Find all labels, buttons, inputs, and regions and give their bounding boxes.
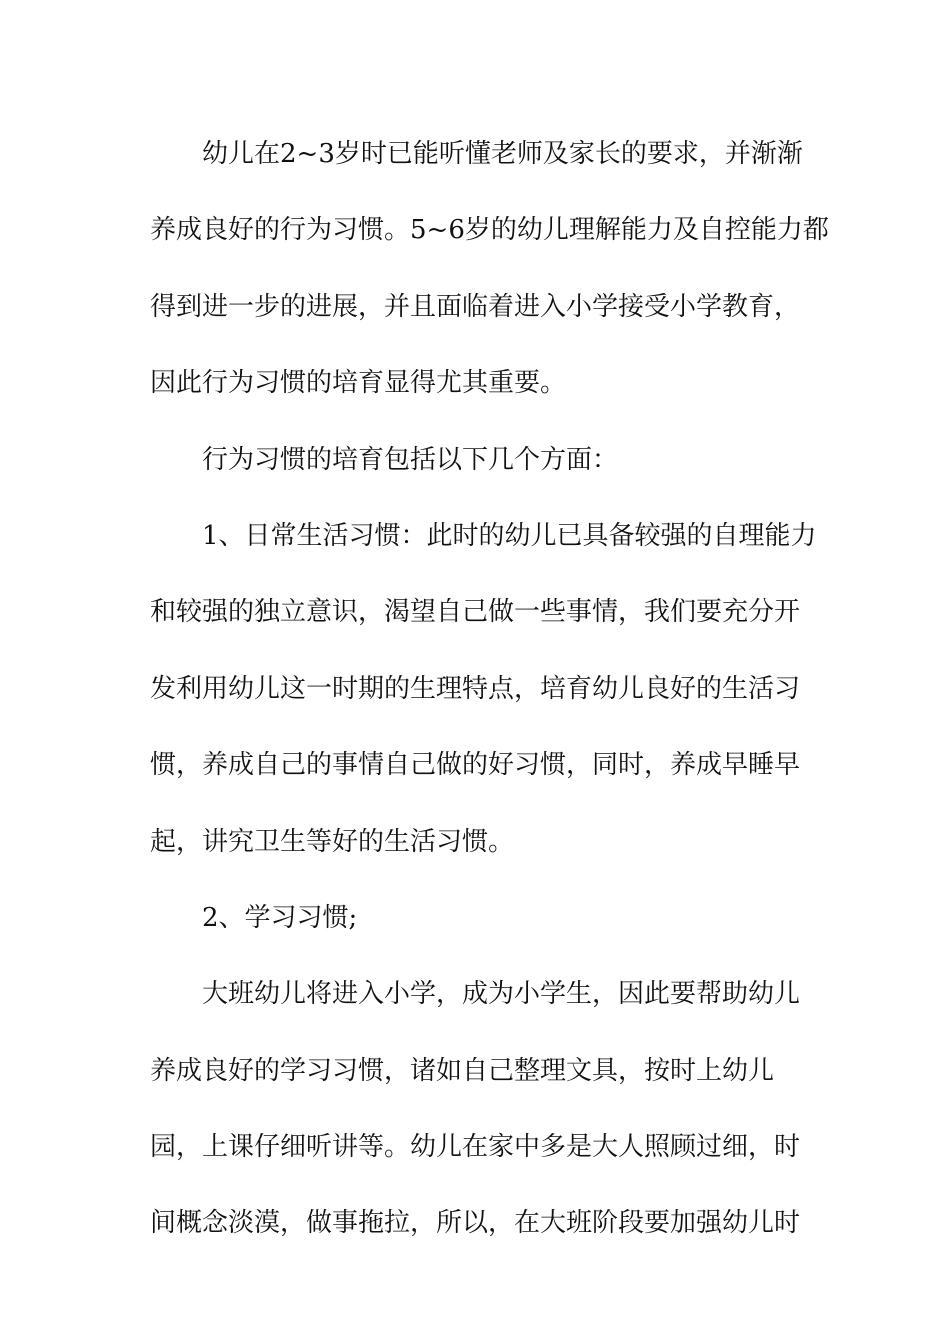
text-line: 园，上课仔细听讲等。幼儿在家中多是大人照顾过细，时 xyxy=(150,1132,801,1163)
text-line: 发利用幼儿这一时期的生理特点，培育幼儿良好的生活习 xyxy=(150,673,801,704)
text-line: 间概念淡漠，做事拖拉，所以，在大班阶段要加强幼儿时 xyxy=(150,1208,801,1239)
text-line: 起，讲究卫生等好的生活习惯。 xyxy=(150,826,515,857)
text-line: 2、学习习惯; xyxy=(202,902,358,933)
text-line: 幼儿在2~3岁时已能听懂老师及家长的要求，并渐渐 xyxy=(202,139,803,169)
text-line: 1、日常生活习惯：此时的幼儿已具备较强的自理能力 xyxy=(202,520,817,551)
text-line: 养成良好的学习习惯，诸如自己整理文具，按时上幼儿 xyxy=(150,1055,775,1086)
text-line: 行为习惯的培育包括以下几个方面： xyxy=(202,444,619,475)
text-line: 和较强的独立意识，渴望自己做一些事情，我们要充分开 xyxy=(150,597,801,628)
document-body xyxy=(150,128,829,1274)
text-line: 得到进一步的进展，并且面临着进入小学接受小学教育， xyxy=(150,291,801,322)
text-line: 大班幼儿将进入小学，成为小学生，因此要帮助幼儿 xyxy=(202,979,801,1010)
text-line: 因此行为习惯的培育显得尤其重要。 xyxy=(150,368,567,399)
text-line: 惯，养成自己的事情自己做的好习惯，同时，养成早睡早 xyxy=(150,750,801,781)
text-line: 养成良好的行为习惯。5~6岁的幼儿理解能力及自控能力都 xyxy=(150,215,829,246)
